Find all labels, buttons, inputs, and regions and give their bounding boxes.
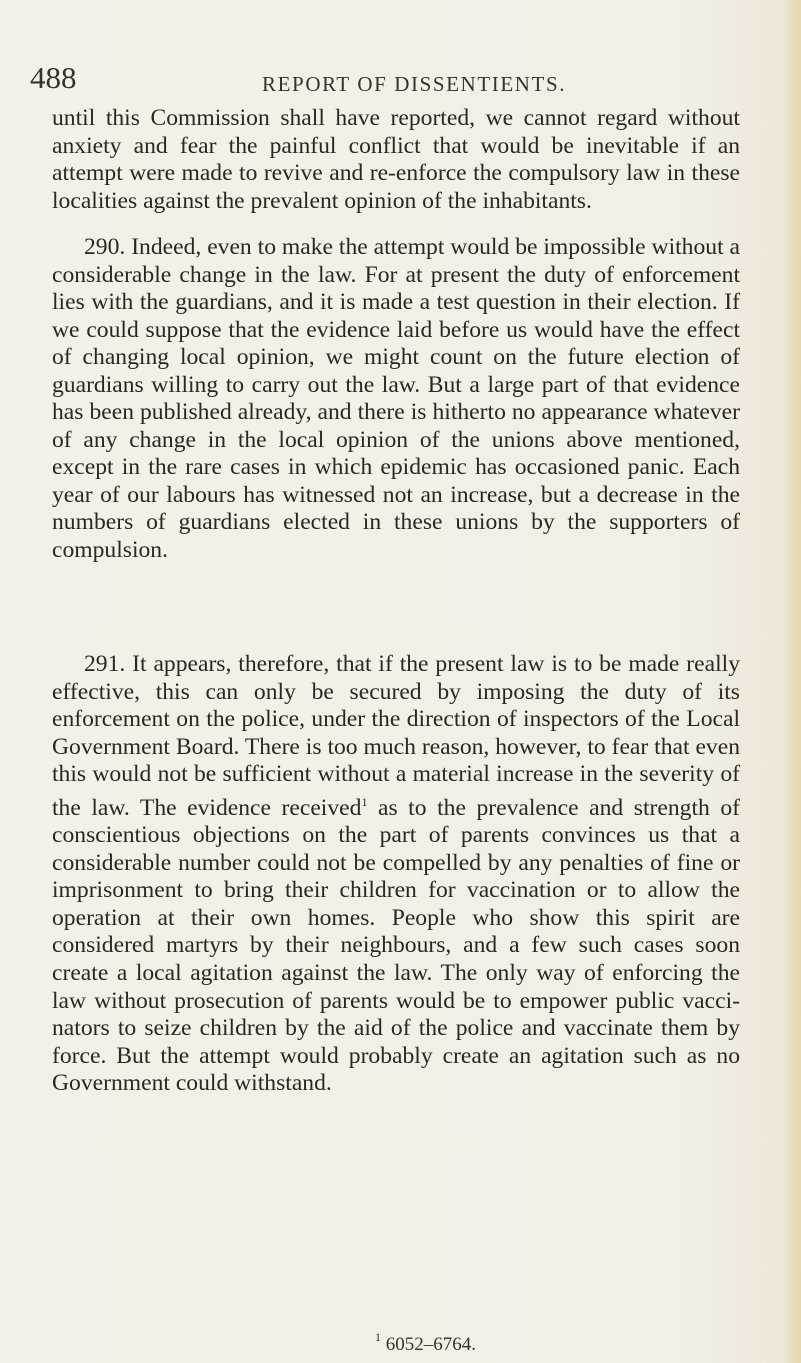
paragraph-291-text-a: 291. It appears, therefore, that if the present law is to be made really effective, this can only be secured by imposing the duty of its enforcement on the police, under the direction of inspectors of the Local Government Board. There is too much reason, however, to fear that even this would not be sufficient without a material increase in the severity of the law. The evidence received	[52, 651, 740, 821]
paragraph-291	[52, 651, 740, 1098]
footnote	[375, 1330, 476, 1356]
paragraph-291-text-b: as to the prevalence and strength of conscientious objections on the part of parents convinces us that a considerable number could not be compelled by any penalties of fine or imprisonment to bring their children for vaccination or to allow the operation at their own homes. People who show this spirit are considered martyrs by their neighbours, and a few such cases soon create a local agitation against the law. The only way of enforcing the law without prosecution of parents would be to empower public vacci-nators to seize children by the aid of the police and vaccinate them by force. But the attempt would probably create an agitation such as no Government could withstand.	[52, 794, 740, 1097]
running-head: REPORT OF DISSENTIENTS.	[262, 72, 567, 96]
paragraph-continuation: until this Commission shall have reported, we cannot regard without anxiety and fear the painful conflict that would be inevitable if an attempt were made to revive and re-enforce the compulsory law in these localities against the prevalent opinion of the inhabitants.	[52, 105, 740, 214]
page-header	[30, 60, 770, 104]
page-edge	[787, 0, 801, 1363]
footnote-text: 6052–6764.	[385, 1334, 476, 1355]
page-number: 488	[30, 60, 77, 95]
footnote-reference: 1	[361, 794, 368, 809]
footnote-marker: 1	[375, 1330, 381, 1344]
paragraph-290: 290. Indeed, even to make the attempt would be impossible without a considerable change in the law. For at present the duty of enforcement lies with the guardians, and it is made a test question in their election. If we could suppose that the evidence laid before us would have the effect of changing local opinion, we might count on the future election of guardians willing to carry out the law. But a large part of that evidence has been published already, and there is hitherto no appearance whatever of any change in the local opinion of the unions above mentioned, except in the rare cases in which epidemic has occasioned panic. Each year of our labours has witnessed not an increase, but a decrease in the numbers of guardians elected in these unions by the supporters of compulsion.	[52, 234, 740, 564]
